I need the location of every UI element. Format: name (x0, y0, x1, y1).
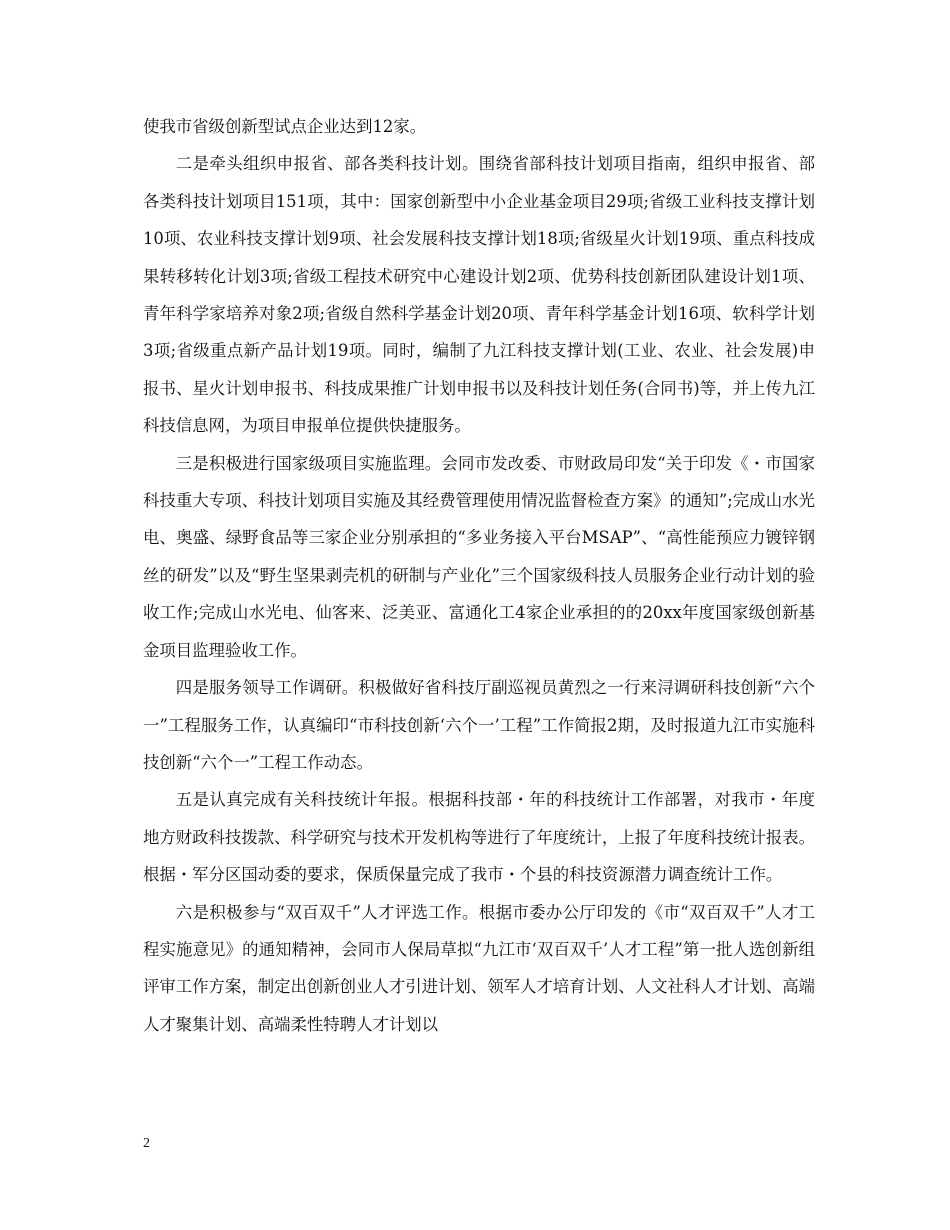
paragraph-item-6: 六是积极参与“双百双千”人才评选工作。根据市委办公厅印发的《市“双百双千”人才工程实施意见》的通知精神，会同市人保局草拟“九江市‘双百双千’人才工程”第一批人选创新组评审工作方案，制定出创新创业人才引进计划、领军人才培育计划、人文社科人才计划、高端人才聚集计划、高端柔性特聘人才计划以 (143, 902, 816, 1034)
document-body (143, 108, 815, 1043)
paragraph-item-3: 三是积极进行国家级项目实施监理。会同市发改委、市财政局印发“关于印发《・市国家科技重大专项、科技计划项目实施及其经费管理使用情况监督检查方案》的通知”;完成山水光电、奥盛、绿野食品等三家企业分别承担的“多业务接入平台MSAP”、“高性能预应力镀锌钢丝的研发”以及“野生坚果剥壳机的研制与产业化”三个国家级科技人员服务企业行动计划的验收工作;完成山水光电、仙客来、泛美亚、富通化工4家企业承担的的20xx年度国家级创新基金项目监理验收工作。 (143, 453, 815, 660)
paragraph-item-5: 五是认真完成有关科技统计年报。根据科技部・年的科技统计工作部署，对我市・年度地方财政科技拨款、科学研究与技术开发机构等进行了年度统计，上报了年度科技统计报表。根据・军分区国动委的要求，保质保量完成了我市・个县的科技资源潜力调查统计工作。 (143, 790, 816, 885)
paragraph-item-2: 二是牵头组织申报省、部各类科技计划。围绕省部科技计划项目指南，组织申报省、部各类科技计划项目151项，其中：国家创新型中小企业基金项目29项;省级工业科技支撑计划10项、农业科技支撑计划9项、社会发展科技支撑计划18项;省级星火计划19项、重点科技成果转移转化计划3项;省级工程技术研究中心建设计划2项、优势科技创新团队建设计划1项、青年科学家培养对象2项;省级自然科学基金计划20项、青年科学基金计划16项、软科学计划3项;省级重点新产品计划19项。同时，编制了九江科技支撑计划(工业、农业、社会发展)申报书、星火计划申报书、科技成果推广计划申报书以及科技计划任务(合同书)等，并上传九江科技信息网，为项目申报单位提供快捷服务。 (143, 154, 815, 436)
paragraph-continuation: 使我市省级创新型试点企业达到12家。 (143, 117, 427, 136)
page-number: 2 (143, 1136, 150, 1151)
paragraph-item-4: 四是服务领导工作调研。积极做好省科技厅副巡视员黄烈之一行来浔调研科技创新“六个一”工程服务工作，认真编印“市科技创新‘六个一’工程”工作简报2期，及时报道九江市实施科技创新“六个一”工程工作动态。 (143, 678, 815, 772)
